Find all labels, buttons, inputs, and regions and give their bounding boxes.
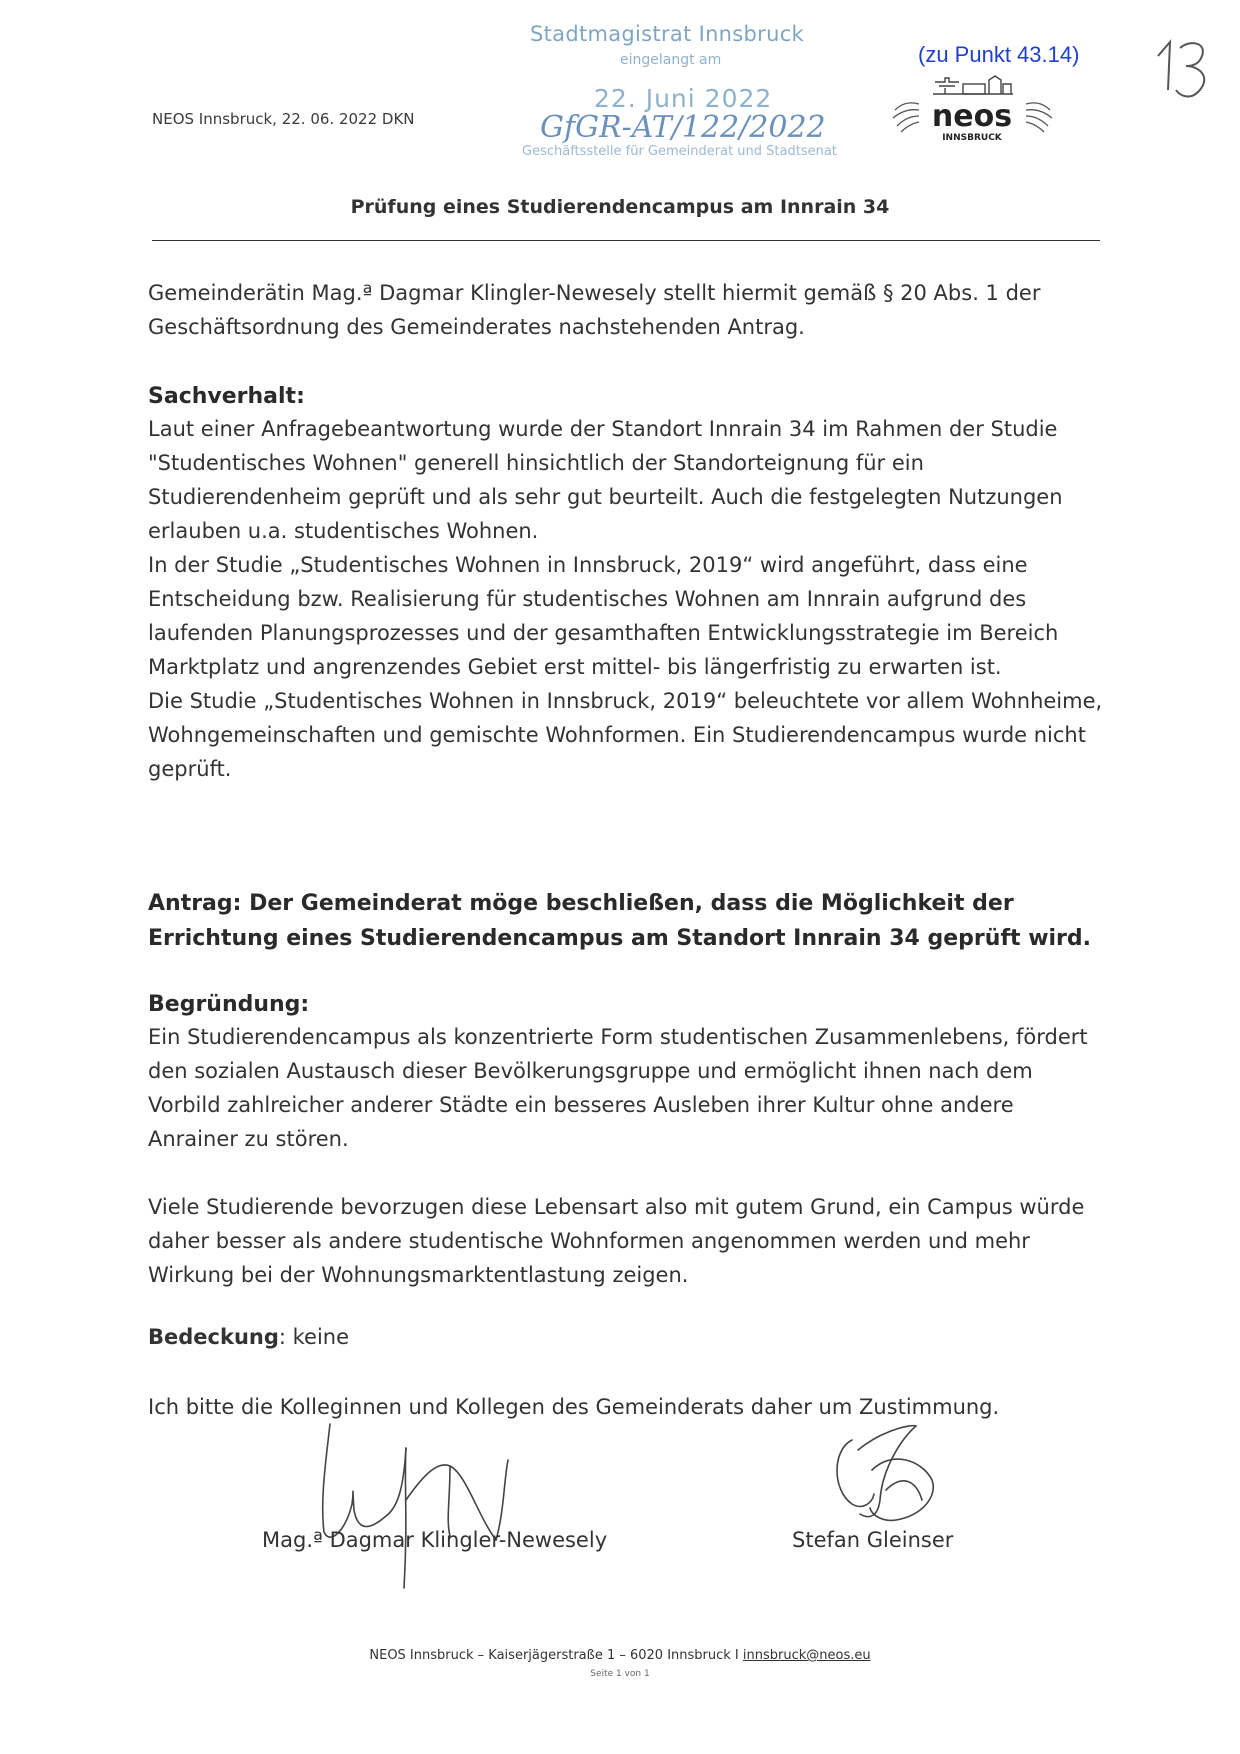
sachverhalt-heading: Sachverhalt:: [148, 384, 305, 409]
sachverhalt-paragraph: Laut einer Anfragebeantwortung wurde der Standort Innrain 34 im Rahmen der Studie "Studentisches Wohnen" generell hinsichtlich der Standorteignung für ein Studierendenheim geprüft und als sehr gut beurteilt. Auch die festgelegten Nutzungen erlauben u.a. studentisches Wohnen.: [148, 417, 1063, 543]
stamp-received-label: eingelangt am: [620, 52, 722, 68]
footer-address-line: [0, 1648, 1240, 1663]
sachverhalt-paragraph: Die Studie „Studentisches Wohnen in Innsbruck, 2019“ beleuchtete vor allem Wohnheime, Wohngemeinschaften und gemischte Wohnformen. Ein Studierendencampus wurde nicht geprüft.: [148, 689, 1103, 781]
handwritten-page-number: [1152, 30, 1212, 110]
signatory-name: Stefan Gleinser: [792, 1528, 954, 1552]
begruendung-paragraph: Viele Studierende bevorzugen diese Lebensart also mit gutem Grund, ein Campus würde daher besser als andere studentische Wohnformen angenommen werden und mehr Wirkung bei der Wohnungsmarktentlastung zeigen.: [148, 1195, 1085, 1287]
begruendung-paragraph: Ein Studierendencampus als konzentrierte Form studentischen Zusammenlebens, fördert den sozialen Austausch dieser Bevölkerungsgruppe und ermöglicht ihnen nach dem Vorbild zahlreicher anderer Städte ein besseres Ausleben ihrer Kultur ohne andere Anrainer zu stören.: [148, 1025, 1088, 1151]
signature-klingler-newesely: [300, 1420, 560, 1590]
logo-city: INNSBRUCK: [942, 133, 1002, 143]
title-divider: [152, 240, 1100, 241]
bedeckung-label: Bedeckung: [148, 1325, 279, 1349]
intro-paragraph: Gemeinderätin Mag.ª Dagmar Klingler-Newesely stellt hiermit gemäß § 20 Abs. 1 der Geschäftsordnung des Gemeinderates nachstehenden Antrag.: [148, 281, 1041, 339]
bedeckung-line: [148, 1320, 1108, 1354]
sender-date-line: NEOS Innsbruck, 22. 06. 2022 DKN: [152, 110, 415, 128]
logo-wordmark: neos: [931, 99, 1013, 134]
signature-gleinser: [812, 1420, 972, 1530]
document-title: Prüfung eines Studierendencampus am Innrain 34: [350, 196, 890, 218]
agenda-reference: (zu Punkt 43.14): [918, 42, 1080, 67]
sachverhalt-paragraph: In der Studie „Studentisches Wohnen in Innsbruck, 2019“ wird angeführt, dass eine Entscheidung bzw. Realisierung für studentisches Wohnen am Innrain aufgrund des laufenden Planungsprozesses und der gesamthaften Entwicklungsstrategie im Bereich Marktplatz und angrenzendes Gebiet erst mittel- bis längerfristig zu erwarten ist.: [148, 553, 1059, 679]
footer-page-number: Seite 1 von 1: [590, 1669, 650, 1679]
closing-request: Ich bitte die Kolleginnen und Kollegen des Gemeinderats daher um Zustimmung.: [148, 1395, 1000, 1419]
antrag-motion: Antrag: Der Gemeinderat möge beschließen, dass die Möglichkeit der Errichtung eines Studierendencampus am Standort Innrain 34 geprüft wird.: [148, 891, 1092, 951]
signatory-name: Mag.ª Dagmar Klingler-Newesely: [262, 1528, 608, 1552]
neos-innsbruck-logo: [885, 72, 1060, 144]
begruendung-heading: Begründung:: [148, 992, 310, 1017]
stamp-reference: GfGR-AT/122/2022: [540, 110, 826, 145]
bedeckung-value: : keine: [278, 1325, 350, 1349]
stamp-authority: Stadtmagistrat Innsbruck: [530, 22, 805, 46]
footer-address: NEOS Innsbruck – Kaiserjägerstraße 1 – 6020 Innsbruck I: [369, 1648, 743, 1663]
footer-email-link[interactable]: innsbruck@neos.eu: [742, 1648, 871, 1663]
stamp-office: Geschäftsstelle für Gemeinderat und Stadtsenat: [522, 144, 837, 159]
stamp-received-date: 22. Juni 2022: [594, 84, 773, 113]
sachverhalt-body: [148, 412, 1108, 786]
